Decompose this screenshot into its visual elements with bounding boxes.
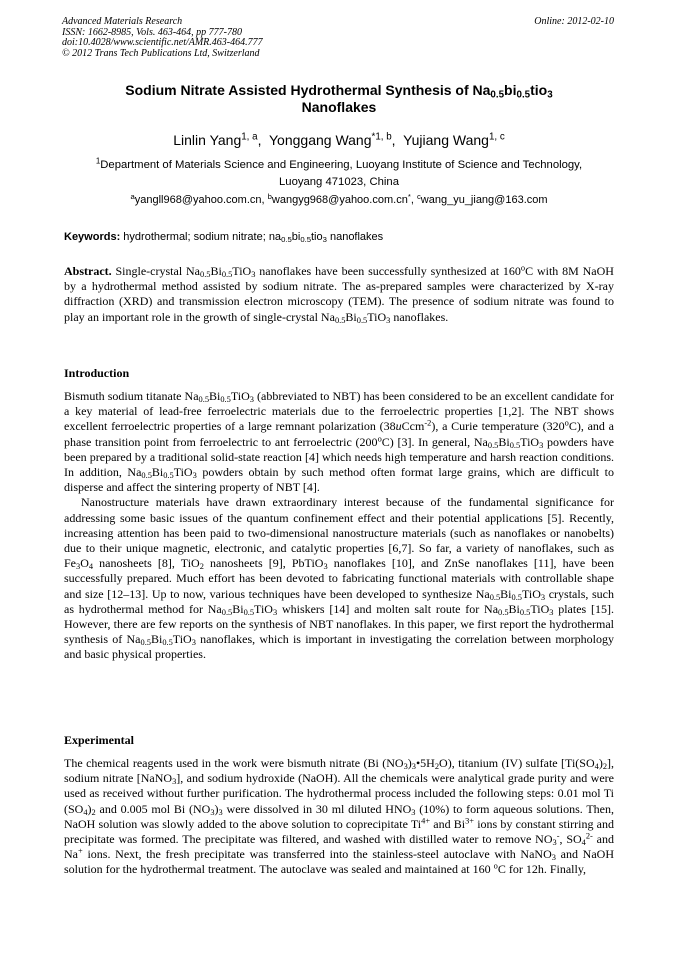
experimental-body xyxy=(64,756,614,878)
author-list: Linlin Yang$^{1, a}$, Yonggang Wang$^{*1, b}$, Yujiang Wang$^{1, c}$ xyxy=(173,131,505,148)
author-name: Yonggang Wang xyxy=(269,132,372,148)
author-name: Linlin Yang xyxy=(173,132,242,148)
journal-copyright: © 2012 Trans Tech Publications Ltd, Switzerland xyxy=(62,47,260,59)
author-emails: $^a$yangll968@yahoo.com.cn, $^b$wangyg968@yahoo.com.cn*, $^c$wang_yu_jiang@163.com xyxy=(130,191,548,206)
section-heading-experimental: Experimental xyxy=(64,733,134,747)
journal-issn: ISSN: 1662-8985, Vols. 463-464, pp 777-780 xyxy=(62,26,242,38)
keywords: Keywords: hydrothermal; sodium nitrate; $na_{0.5}bi_{0.5}tio_3$ nanoflakes xyxy=(64,231,384,244)
paper-title: Sodium Nitrate Assisted Hydrothermal Synthesis of $Na_{0.5}bi_{0.5}tio_3$ Nanoflakes xyxy=(125,82,553,115)
keywords-label: Keywords: xyxy=(64,231,121,243)
paragraph: Nanostructure materials have drawn extraordinary interest because of the fundamental significance for addressing some basic issues of the quantum confinement effect and their potential applications [5]. Recently, increasing attention has been paid to two-dimensional nanostructure materials (such as nanoflakes or nanobelts) due to their unique magnetic, electronic, and catalytic properties [6,7]. So far, a variety of nanoflakes, such as $Fe_3O_4$ nanosheets [8], TiO$_2$ nanosheets [9], PbTiO$_3$ nanoflakes [10], and ZnSe nanoflakes [11], have been successfully prepared. Much effort has been devoted to fabricating functional materials with controllable shape and size [12–13]. Up to now, various techniques have been developed to synthesize $Na_{0.5}Bi_{0.5}TiO_3$ crystals, such as hydrothermal method for $Na_{0.5}Bi_{0.5}TiO_3$ whiskers [14] and molten salt route for $Na_{0.5}Bi_{0.5}TiO_3$ plates [15]. However, there are few reports on the synthesis of NBT nanoflakes. In this paper, we first report the hydrothermal synthesis of $Na_{0.5}Bi_{0.5}TiO_3$ nanoflakes, which is important in investigating the correlation between morphology and basic physical properties. xyxy=(64,495,614,662)
abstract-label: Abstract. xyxy=(64,264,112,278)
journal-header xyxy=(62,17,263,59)
email-link[interactable]: wangyg968@yahoo.com.cn xyxy=(271,194,408,206)
introduction-body xyxy=(64,389,614,663)
online-date: Online: 2012-02-10 xyxy=(534,16,614,27)
journal-name: Advanced Materials Research xyxy=(62,16,183,27)
abstract: Abstract. Single-crystal $Na_{0.5}Bi_{0.5}TiO_3$ nanoflakes have been successfully synthesized at 160$^o$C with 8M NaOH by a hydrothermal method assisted by sodium nitrate. The as-prepared samples were characterized by X-ray diffraction (XRD) and transmission electron microscopy (TEM). The presence of sodium nitrate was found to play an important role in the growth of single-crystal $Na_{0.5}Bi_{0.5}TiO_3$ nanoflakes. xyxy=(64,263,614,325)
affiliation: $^1$Department of Materials Science and Engineering, Luoyang Institute of Science and Technology, Luoyang 471023, China xyxy=(95,156,583,188)
email-link[interactable]: wang_yu_jiang@163.com xyxy=(420,194,548,206)
paragraph: Bismuth sodium titanate $Na_{0.5}Bi_{0.5}TiO_3$ (abbreviated to NBT) has been considered to be an excellent candidate for a key material of lead-free ferroelectric materials due to the ferroelectric properties [1,2]. The NBT shows excellent ferroelectric properties of a large remnant polarization (38uCcm$^{-2}$), a Curie temperature (320$^o$C), and a phase transition point from ferroelectric to ant ferroelectric (200$^o$C) [3]. In general, $Na_{0.5}Bi_{0.5}TiO_3$ powders have been prepared by a traditional solid-state reaction [4] which needs high temperature and harsh reaction conditions. In addition, $Na_{0.5}Bi_{0.5}TiO_3$ powders obtain by such method often format large grains, which are difficult to disperse and affect the sintering property of NBT [4]. xyxy=(64,389,615,495)
author-name: Yujiang Wang xyxy=(403,132,489,148)
journal-doi: doi:10.4028/www.scientific.net/AMR.463-464.777 xyxy=(62,37,263,49)
paragraph: The chemical reagents used in the work were bismuth nitrate (Bi $(NO_3)_3•5H_2O$), titanium (IV) sulfate $[Ti(SO_4)_2]$, sodium nitrate [NaNO$_3$], and sodium hydroxide (NaOH). All the chemicals were analytical grade purity and were used as received without further purification. The hydrothermal process included the following steps: 0.01 mol Ti $(SO_4)_2$ and 0.005 mol Bi $(NO_3)_3$ were dissolved in 30 ml diluted $HNO_3$ (10%) to form aqueous solutions. Then, NaOH solution was slowly added to the above solution to coprecipitate $Ti^{4+}$ and $Bi^{3+}$ ions by constant stirring and precipitate was formed. The precipitate was filtered, and washed with distilled water to remove $NO_3^-$, $SO_4^{2-}$ and Na+ ions. Next, the fresh precipitate was transferred into the stainless-steel autoclave with NaNO$_3$ and NaOH solution for the hydrothermal treatment. The autoclave was sealed and maintained at 160 $^o$C for 12h. Finally, xyxy=(64,756,614,877)
email-link[interactable]: yangll968@yahoo.com.cn, xyxy=(134,194,268,206)
section-heading-introduction: Introduction xyxy=(64,366,130,380)
